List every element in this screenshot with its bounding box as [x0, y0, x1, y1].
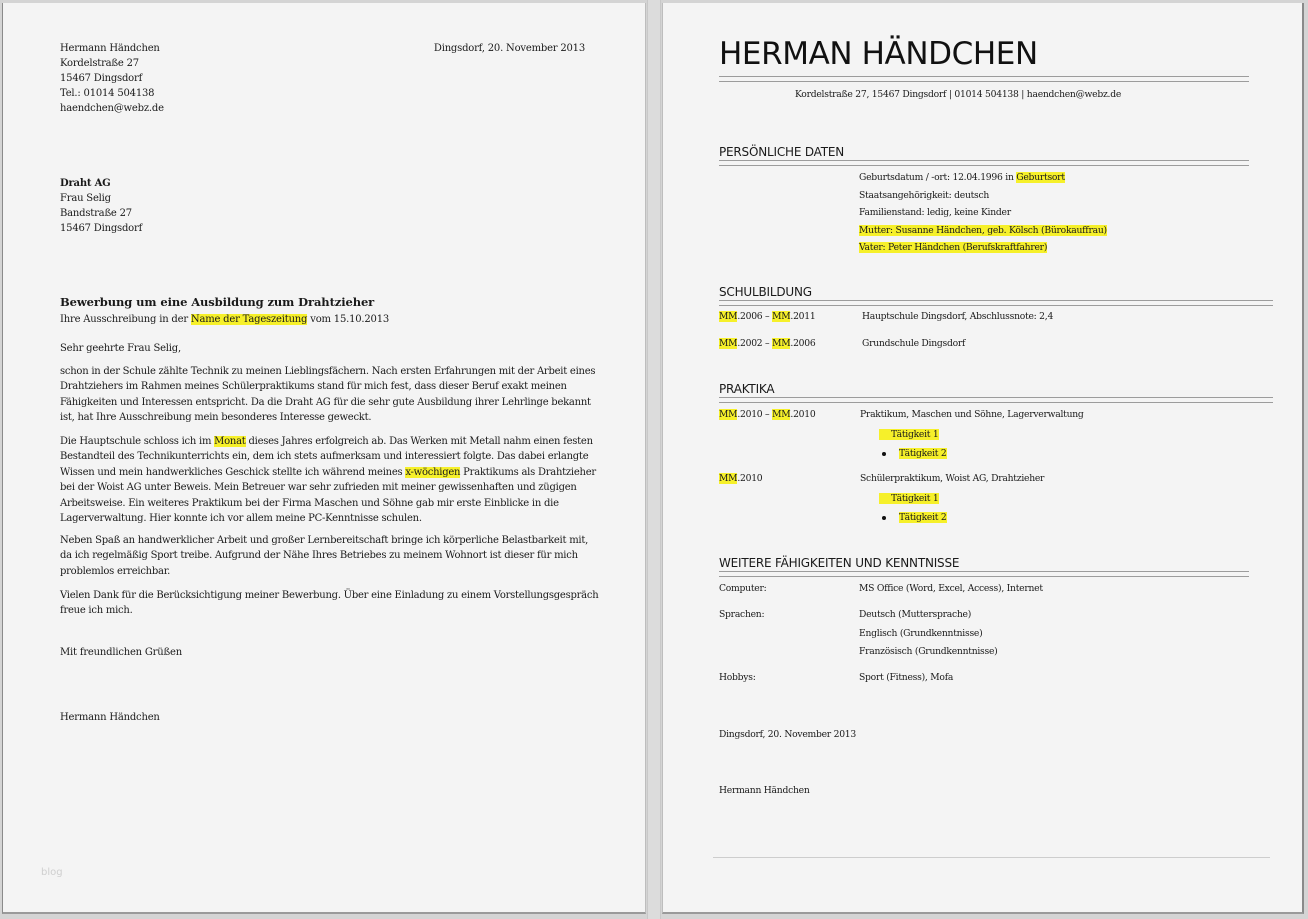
- cv-page: [662, 3, 1304, 914]
- school-entry-2-desc: Grundschule Dingsdorf: [862, 338, 966, 349]
- section-rule: [719, 160, 1249, 166]
- internship-2-dates: [719, 471, 762, 486]
- month-placeholder: MM: [719, 409, 738, 420]
- recipient-city: 15467 Dingsdorf: [60, 223, 143, 234]
- internship-1-dates: [719, 407, 815, 422]
- month-placeholder: MM: [772, 409, 791, 420]
- cv-signature: Hermann Händchen: [719, 785, 810, 796]
- year-text: .2010: [737, 473, 763, 484]
- reference-highlight: Name der Tageszeitung: [190, 314, 308, 325]
- section-title-internships: PRAKTIKA: [719, 382, 775, 396]
- year-text: .2010 –: [737, 409, 773, 420]
- birth-info: [859, 170, 1065, 185]
- school-entry-1-desc: Hauptschule Dingsdorf, Abschlussnote: 2,4: [862, 311, 1054, 322]
- letter-signature: Hermann Händchen: [60, 712, 160, 723]
- year-text: .2002 –: [737, 338, 773, 349]
- section-title-personal: PERSÖNLICHE DATEN: [719, 145, 845, 159]
- bullet-icon: [882, 516, 886, 520]
- cv-contact-line: Kordelstraße 27, 15467 Dingsdorf | 01014 504138 | haendchen@webz.de: [794, 89, 1122, 100]
- sender-phone: Tel.: 01014 504138: [60, 88, 155, 99]
- year-text: .2006: [790, 338, 816, 349]
- recipient-company: Draht AG: [60, 178, 111, 189]
- salutation: Sehr geehrte Frau Selig,: [60, 343, 181, 354]
- father-highlight: Vater: Peter Händchen (Berufskraftfahrer): [859, 242, 1048, 253]
- language-item: Französisch (Grundkenntnisse): [859, 646, 998, 657]
- letter-date: Dingsdorf, 20. November 2013: [433, 43, 585, 54]
- cover-letter-page: [2, 3, 646, 914]
- letter-subject: Bewerbung um eine Ausbildung zum Drahtzieher: [60, 295, 375, 309]
- nationality: Staatsangehörigkeit: deutsch: [859, 190, 990, 201]
- reference-text: Ihre Ausschreibung in der: [60, 314, 191, 325]
- name-rule: [719, 76, 1249, 82]
- section-title-skills: WEITERE FÄHIGKEITEN UND KENNTNISSE: [719, 556, 960, 570]
- recipient-contact: Frau Selig: [60, 193, 111, 204]
- language-item: Englisch (Grundkenntnisse): [859, 628, 983, 639]
- birth-text: Geburtsdatum / -ort: 12.04.1996 in: [859, 172, 1017, 183]
- cv-name: HERMAN HÄNDCHEN: [719, 36, 1038, 72]
- letter-reference: [60, 312, 389, 327]
- month-placeholder: MM: [719, 338, 738, 349]
- computer-label: Computer:: [719, 583, 767, 594]
- year-text: .2011: [790, 311, 816, 322]
- internship-1-task-2: [899, 446, 947, 461]
- weeks-highlight: x-wöchigen: [405, 466, 461, 478]
- birth-place-highlight: Geburtsort: [1016, 172, 1065, 183]
- paragraph-2-text: dieses Jahres erfolgreich ab. Das Werken mit Metall nahm einen festen Bestandteil des Technikunterrichts ein, dem ich stets aufmerksam und interessiert folgte. Das dabei erlangte Wissen und mein handwerkliches Geschick stellte ich während meines: [60, 436, 593, 478]
- internship-2-task-1: [879, 491, 939, 506]
- letter-paragraph-4: Vielen Dank für die Berücksichtigung meiner Bewerbung. Über eine Einladung zu einem Vorstellungsgespräch freue ich mich.: [60, 590, 599, 617]
- task-highlight: Tätigkeit 1: [879, 429, 939, 440]
- section-rule: [719, 571, 1249, 577]
- letter-paragraph-1: schon in der Schule zählte Technik zu meinen Lieblingsfächern. Nach ersten Erfahrungen mit der Arbeit eines Drahtziehers im Rahmen meines Schülerpraktikums stand für mich fest, dass dieser Beruf exakt meinen Fähigkeiten und Interessen entspricht. Da die Draht AG für die sehr gute Ausbildung ihrer Lehrlinge bekannt ist, hat Ihre Ausschreibung mein besonderes Interesse geweckt.: [60, 366, 596, 424]
- internship-1-task-1: [879, 427, 939, 442]
- month-placeholder: MM: [772, 338, 791, 349]
- letter-paragraph-2: [60, 434, 600, 526]
- hobbies-label: Hobbys:: [719, 672, 756, 683]
- internship-1-desc: Praktikum, Maschen und Söhne, Lagerverwaltung: [860, 409, 1084, 420]
- sender-city: 15467 Dingsdorf: [60, 73, 143, 84]
- school-entry-1-dates: [719, 309, 815, 324]
- section-title-school: SCHULBILDUNG: [719, 285, 812, 299]
- mother-info: [859, 223, 1107, 238]
- reference-date: vom 15.10.2013: [307, 314, 390, 325]
- letter-closing: Mit freundlichen Grüßen: [60, 647, 182, 658]
- task-highlight: Tätigkeit 2: [899, 448, 947, 459]
- month-placeholder: MM: [719, 473, 738, 484]
- computer-value: MS Office (Word, Excel, Access), Internet: [859, 583, 1043, 594]
- month-highlight: Monat: [214, 436, 246, 447]
- languages-label: Sprachen:: [719, 609, 765, 620]
- task-highlight: Tätigkeit 1: [879, 493, 939, 504]
- sender-name: Hermann Händchen: [60, 43, 160, 54]
- bullet-icon: [882, 452, 886, 456]
- year-text: .2006 –: [737, 311, 773, 322]
- page-gutter: [647, 0, 661, 919]
- hobbies-value: Sport (Fitness), Mofa: [859, 672, 954, 683]
- section-rule: [719, 300, 1273, 306]
- paragraph-2-text: Praktikums als Drahtzieher bei der Woist AG unter Beweis. Mein Betreuer war sehr zufrieden mit meiner gewissenhaften und zügigen Arbeitsweise. Ein weiteres Praktikum bei der Firma Maschen und Söhne gab mir erste Einblicke in die Lagerverwaltung. Hier konnte ich vor allem meine PC-Kenntnisse schulen.: [60, 466, 596, 525]
- recipient-street: Bandstraße 27: [60, 208, 132, 219]
- marital-status: Familienstand: ledig, keine Kinder: [859, 207, 1011, 218]
- paragraph-2-text: Die Hauptschule schloss ich im: [60, 436, 215, 447]
- sender-street: Kordelstraße 27: [60, 58, 139, 69]
- footer-rule: [713, 857, 1270, 858]
- father-info: [859, 240, 1047, 255]
- year-text: .2010: [790, 409, 816, 420]
- school-entry-2-dates: [719, 336, 815, 351]
- month-placeholder: MM: [772, 311, 791, 322]
- internship-2-task-2: [899, 510, 947, 525]
- cv-place-date: Dingsdorf, 20. November 2013: [719, 729, 856, 740]
- letter-paragraph-3: Neben Spaß an handwerklicher Arbeit und großer Lernbereitschaft bringe ich körperliche Belastbarkeit mit, da ich regelmäßig Sport treibe. Aufgrund der Nähe Ihres Betriebes zu meinem Wohnort ist dieser für mich problemlos erreichbar.: [60, 535, 589, 577]
- language-item: Deutsch (Muttersprache): [859, 609, 972, 620]
- mother-highlight: Mutter: Susanne Händchen, geb. Kölsch (Bürokauffrau): [859, 225, 1107, 236]
- task-highlight: Tätigkeit 2: [899, 512, 947, 523]
- sender-email: haendchen@webz.de: [60, 103, 164, 114]
- watermark: blog: [41, 867, 63, 878]
- section-rule: [719, 397, 1273, 403]
- internship-2-desc: Schülerpraktikum, Woist AG, Drahtzieher: [860, 473, 1045, 484]
- month-placeholder: MM: [719, 311, 738, 322]
